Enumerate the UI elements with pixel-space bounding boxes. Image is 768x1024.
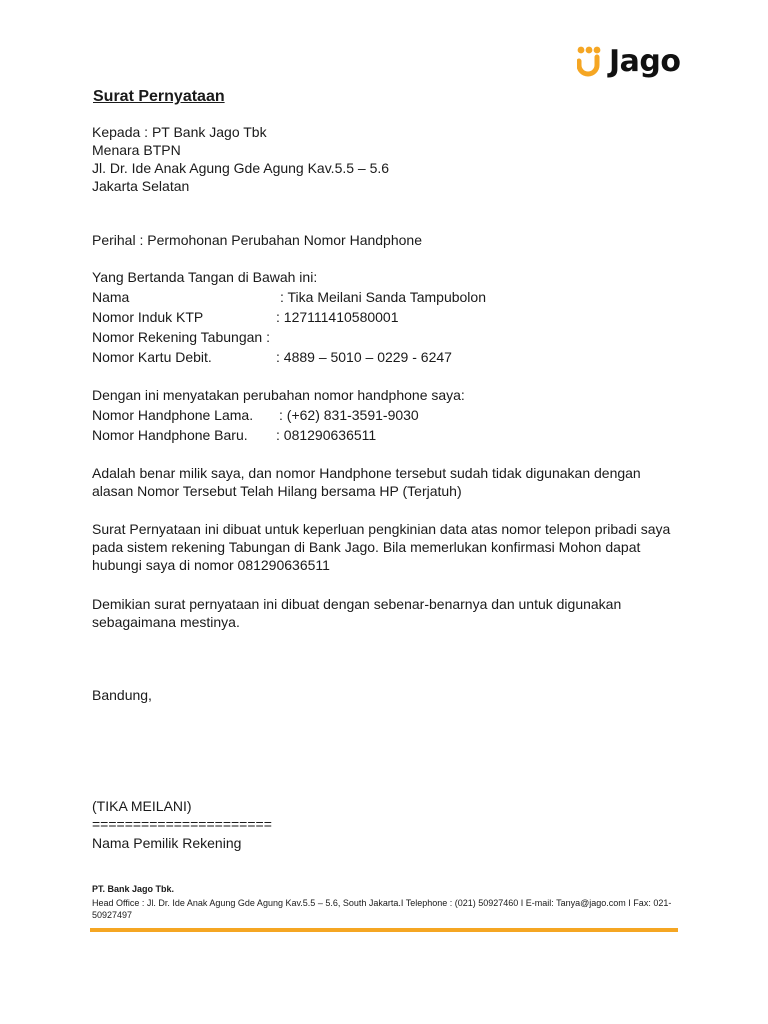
place-line: Bandung, [92,687,152,703]
recipient-line: Jakarta Selatan [92,178,190,194]
field-label-kartu-debit: Nomor Kartu Debit. [92,349,212,365]
change-intro-line: Dengan ini menyatakan perubahan nomor handphone saya: [92,387,465,403]
signature-separator: ====================== [92,816,272,832]
signer-role: Nama Pemilik Rekening [92,835,242,851]
jago-logo [577,44,681,79]
recipient-line: Kepada : PT Bank Jago Tbk [92,124,267,140]
field-value-kartu-debit: : 4889 – 5010 – 0229 - 6247 [276,349,452,365]
jago-logo-icon [577,46,603,78]
paragraph-reason: Adalah benar milik saya, dan nomor Handphone tersebut sudah tidak digunakan dengan alasan Nomor Tersebut Telah Hilang bersama HP (Terjatuh) [92,465,641,499]
phone-new-label: Nomor Handphone Baru. [92,427,248,443]
footer-accent-bar [90,928,678,932]
paragraph-purpose: Surat Pernyataan ini dibuat untuk keperluan pengkinian data atas nomor telepon pribadi saya pada sistem rekening Tabungan di Bank Jago. Bila memerlukan konfirmasi Mohon dapat hubungi saya di nomor 081290636511 [92,521,671,573]
footer-company: PT. Bank Jago Tbk. [92,884,175,894]
phone-old-value: : (+62) 831-3591-9030 [279,407,419,423]
phone-old-label: Nomor Handphone Lama. [92,407,254,423]
field-label-nama: Nama [92,289,130,305]
field-label-ktp: Nomor Induk KTP [92,309,204,325]
field-value-nama: : Tika Meilani Sanda Tampubolon [280,289,486,305]
footer-address: Head Office : Jl. Dr. Ide Anak Agung Gde Agung Kav.5.5 – 5.6, South Jakarta.I Telephone : (021) 50927460 I E-mail: Tanya@jago.com I Fax: 021- 50927497 [92,898,672,920]
subject-line: Perihal : Permohonan Perubahan Nomor Handphone [92,232,422,248]
jago-logo-text: Jago [609,44,681,79]
letter-title: Surat Pernyataan [93,88,225,105]
recipient-line: Jl. Dr. Ide Anak Agung Gde Agung Kav.5.5 – 5.6 [92,160,390,176]
paragraph-closing: Demikian surat pernyataan ini dibuat dengan sebenar-benarnya dan untuk digunakan sebagaimana mestinya. [92,596,622,630]
phone-new-value: : 081290636511 [276,427,377,443]
signer-name: (TIKA MEILANI) [92,798,192,814]
field-value-ktp: : 127111410580001 [276,309,399,325]
field-label-rekening: Nomor Rekening Tabungan : [92,329,270,345]
recipient-line: Menara BTPN [92,142,181,158]
intro-line: Yang Bertanda Tangan di Bawah ini: [92,269,318,285]
